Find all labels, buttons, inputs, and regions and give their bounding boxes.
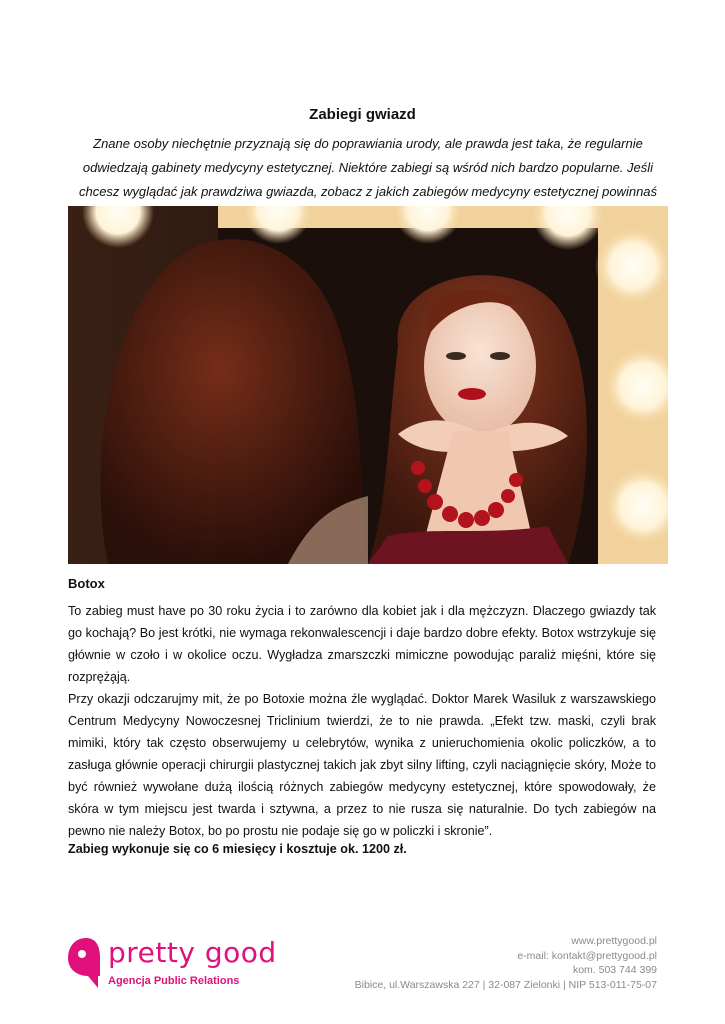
article-photo xyxy=(68,206,668,564)
logo-tagline: Agencja Public Relations xyxy=(108,975,240,987)
paragraph-2: Przy okazji odczarujmy mit, że po Botoxie można źle wyglądać. Doktor Marek Wasiluk z warszawskiego Centrum Medycyny Nowoczesnej Triclinium twierdzi, że to nie prawda. „Efekt tzw. maski, czyli brak mimiki, który tak często obserwujemy u celebrytów, wynika z unieruchomienia okolic policzków, a to zasługa głównie operacji chirurgii plastycznej takich jak zbyt silny lifting, czyli naciągnięcie skóry, Może to być również wywołane dużą ilością różnych zabiegów medycyny estetycznej, które spowodowały, że skóra w tym miejscu jest twarda i sztywna, a przez to nie rusza się naturalnie. Do tych zabiegów na pewno nie należy Botox, bo po prostu nie podaje się go w policzki i skronie”. xyxy=(68,692,656,838)
footer-website[interactable]: www.prettygood.pl xyxy=(571,935,657,947)
paragraph-price: Zabieg wykonuje się co 6 miesięcy i kosztuje ok. 1200 zł. xyxy=(68,842,407,856)
section-heading-botox: Botox xyxy=(68,576,105,591)
article-title: Zabiegi gwiazd xyxy=(309,106,416,123)
article-lead: Znane osoby niechętnie przyznają się do poprawiania urody, ale prawda jest taka, że regularnie odwiedzają gabinety medycyny estetycznej. Niektóre zabiegi są wśród nich bardzo popularne. Jeśli chcesz wyglądać jak prawdziwa gwiazda, zobacz z jakich zabiegów medycyny estetycznej powinnaś xyxy=(78,136,658,199)
logo-name: pretty good xyxy=(108,936,277,969)
footer-phone: kom. 503 744 399 xyxy=(572,964,657,976)
paragraph-1: To zabieg must have po 30 roku życia i to zarówno dla kobiet jak i dla mężczyzn. Dlaczego gwiazdy tak go kochają? Bo jest krótki, nie wymaga rekonwalescencji i daje bardzo dobre efekty. Botox wstrzykuje się głównie w czoło i w okolice oczu. Wygładza zmarszczki mimiczne powodując paraliż mięśni, które się rozpręża̧ją. xyxy=(68,604,656,684)
woman-mirror-photo-icon xyxy=(68,206,668,564)
footer-address: Bibice, ul.Warszawska 227 | 32-087 Zielonki | NIP 513-011-75-07 xyxy=(354,978,657,991)
footer-contact xyxy=(355,934,657,992)
footer-email[interactable]: e-mail: kontakt@prettygood.pl xyxy=(517,949,657,962)
